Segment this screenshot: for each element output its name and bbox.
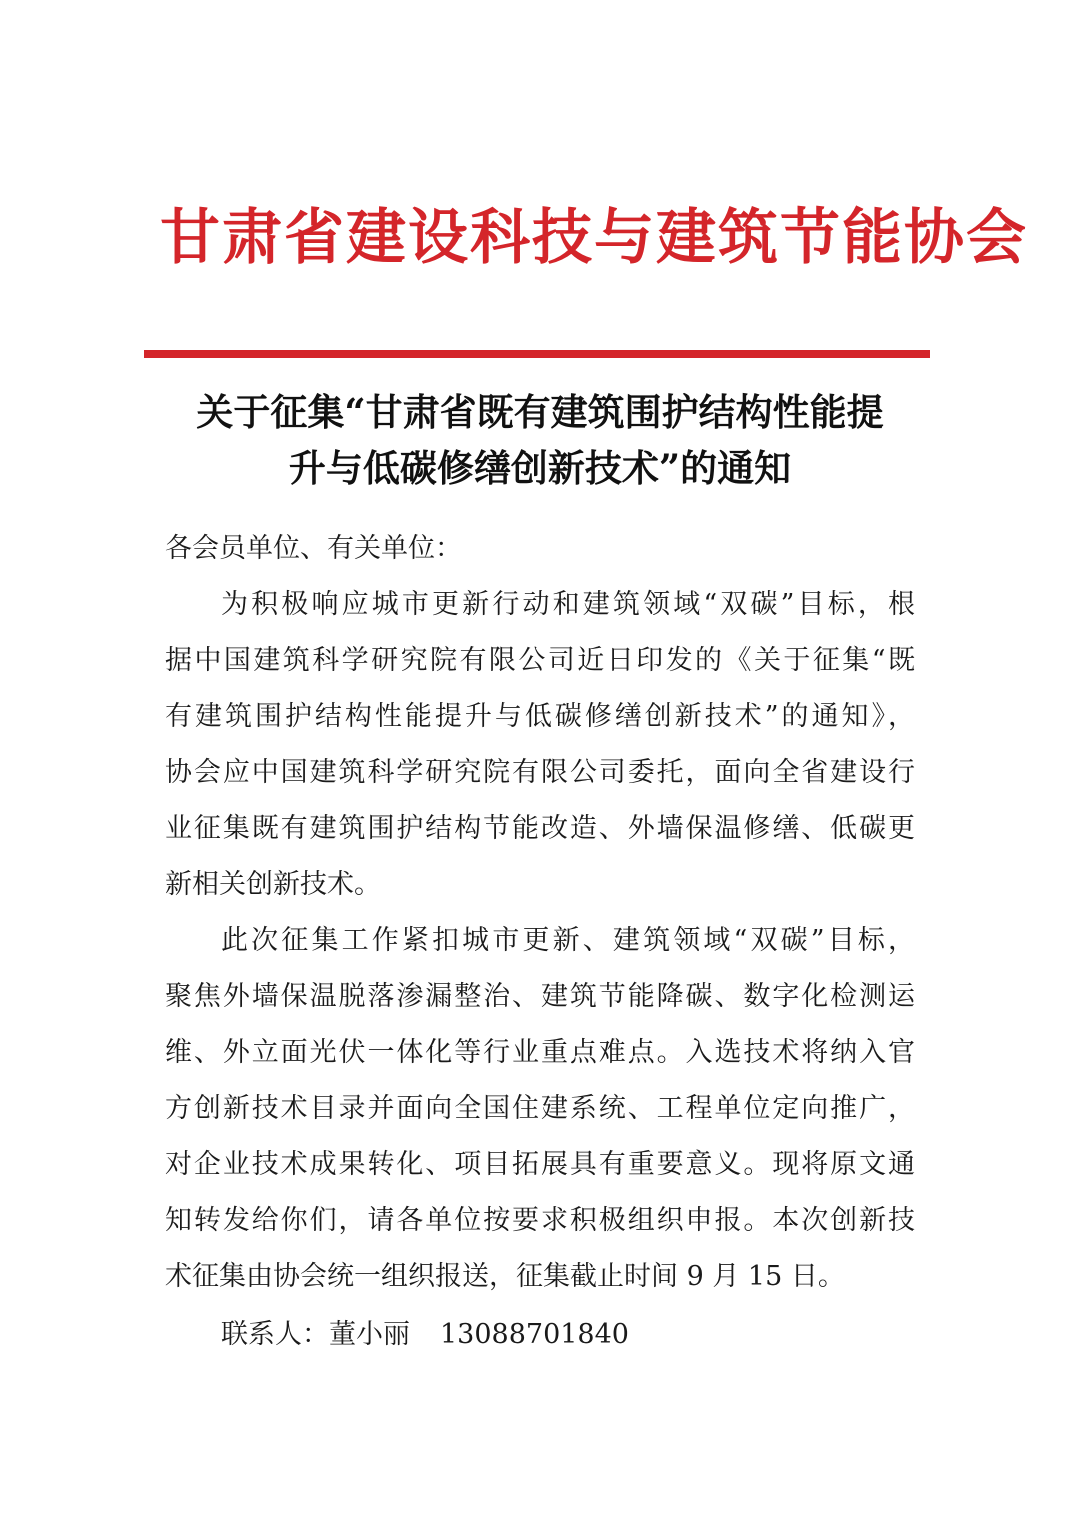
- paragraph-line: 新相关创新技术。: [165, 869, 381, 900]
- letterhead-red-rule: [144, 350, 930, 358]
- contact-line: [221, 1307, 629, 1363]
- paragraph-line: 维、外立面光伏一体化等行业重点难点。入选技术将纳入官: [165, 1037, 915, 1068]
- paragraph-line: 术征集由协会统一组织报送，征集截止时间 9 月 15 日。: [165, 1261, 845, 1292]
- paragraph-line: 聚焦外墙保温脱落渗漏整治、建筑节能降碳、数字化检测运: [165, 981, 915, 1012]
- paragraph-line: 此次征集工作紧扣城市更新、建筑领域“双碳”目标，: [221, 925, 915, 956]
- notice-title-line: 升与低碳修缮创新技术”的通知: [288, 446, 792, 490]
- paragraph-line: 知转发给你们，请各单位按要求积极组织申报。本次创新技: [165, 1205, 915, 1236]
- paragraph-line: 对企业技术成果转化、项目拓展具有重要意义。现将原文通: [165, 1149, 915, 1180]
- paragraph-line: 方创新技术目录并面向全国住建系统、工程单位定向推广，: [165, 1093, 915, 1124]
- paragraph-line: 据中国建筑科学研究院有限公司近日印发的《关于征集“既: [165, 645, 915, 676]
- paragraph-line: 协会应中国建筑科学研究院有限公司委托，面向全省建设行: [165, 757, 915, 788]
- paragraph-line: 业征集既有建筑围护结构节能改造、外墙保温修缮、低碳更: [165, 813, 915, 844]
- paragraph-line: 为积极响应城市更新行动和建筑领域“双碳”目标，根: [221, 589, 915, 620]
- paragraph-line: 有建筑围护结构性能提升与低碳修缮创新技术”的通知》，: [165, 701, 915, 732]
- salutation: 各会员单位、有关单位：: [165, 533, 462, 564]
- body-paragraph-1: [165, 577, 915, 913]
- notice-title: [150, 384, 930, 496]
- letterhead-org-name: 甘肃省建设科技与建筑节能协会: [160, 203, 1028, 273]
- body-paragraph-2: [165, 913, 915, 1305]
- notice-title-line: 关于征集“甘肃省既有建筑围护结构性能提: [196, 390, 884, 434]
- contact-phone: 13088701840: [440, 1319, 629, 1350]
- contact-person: 联系人：董小丽: [221, 1319, 410, 1350]
